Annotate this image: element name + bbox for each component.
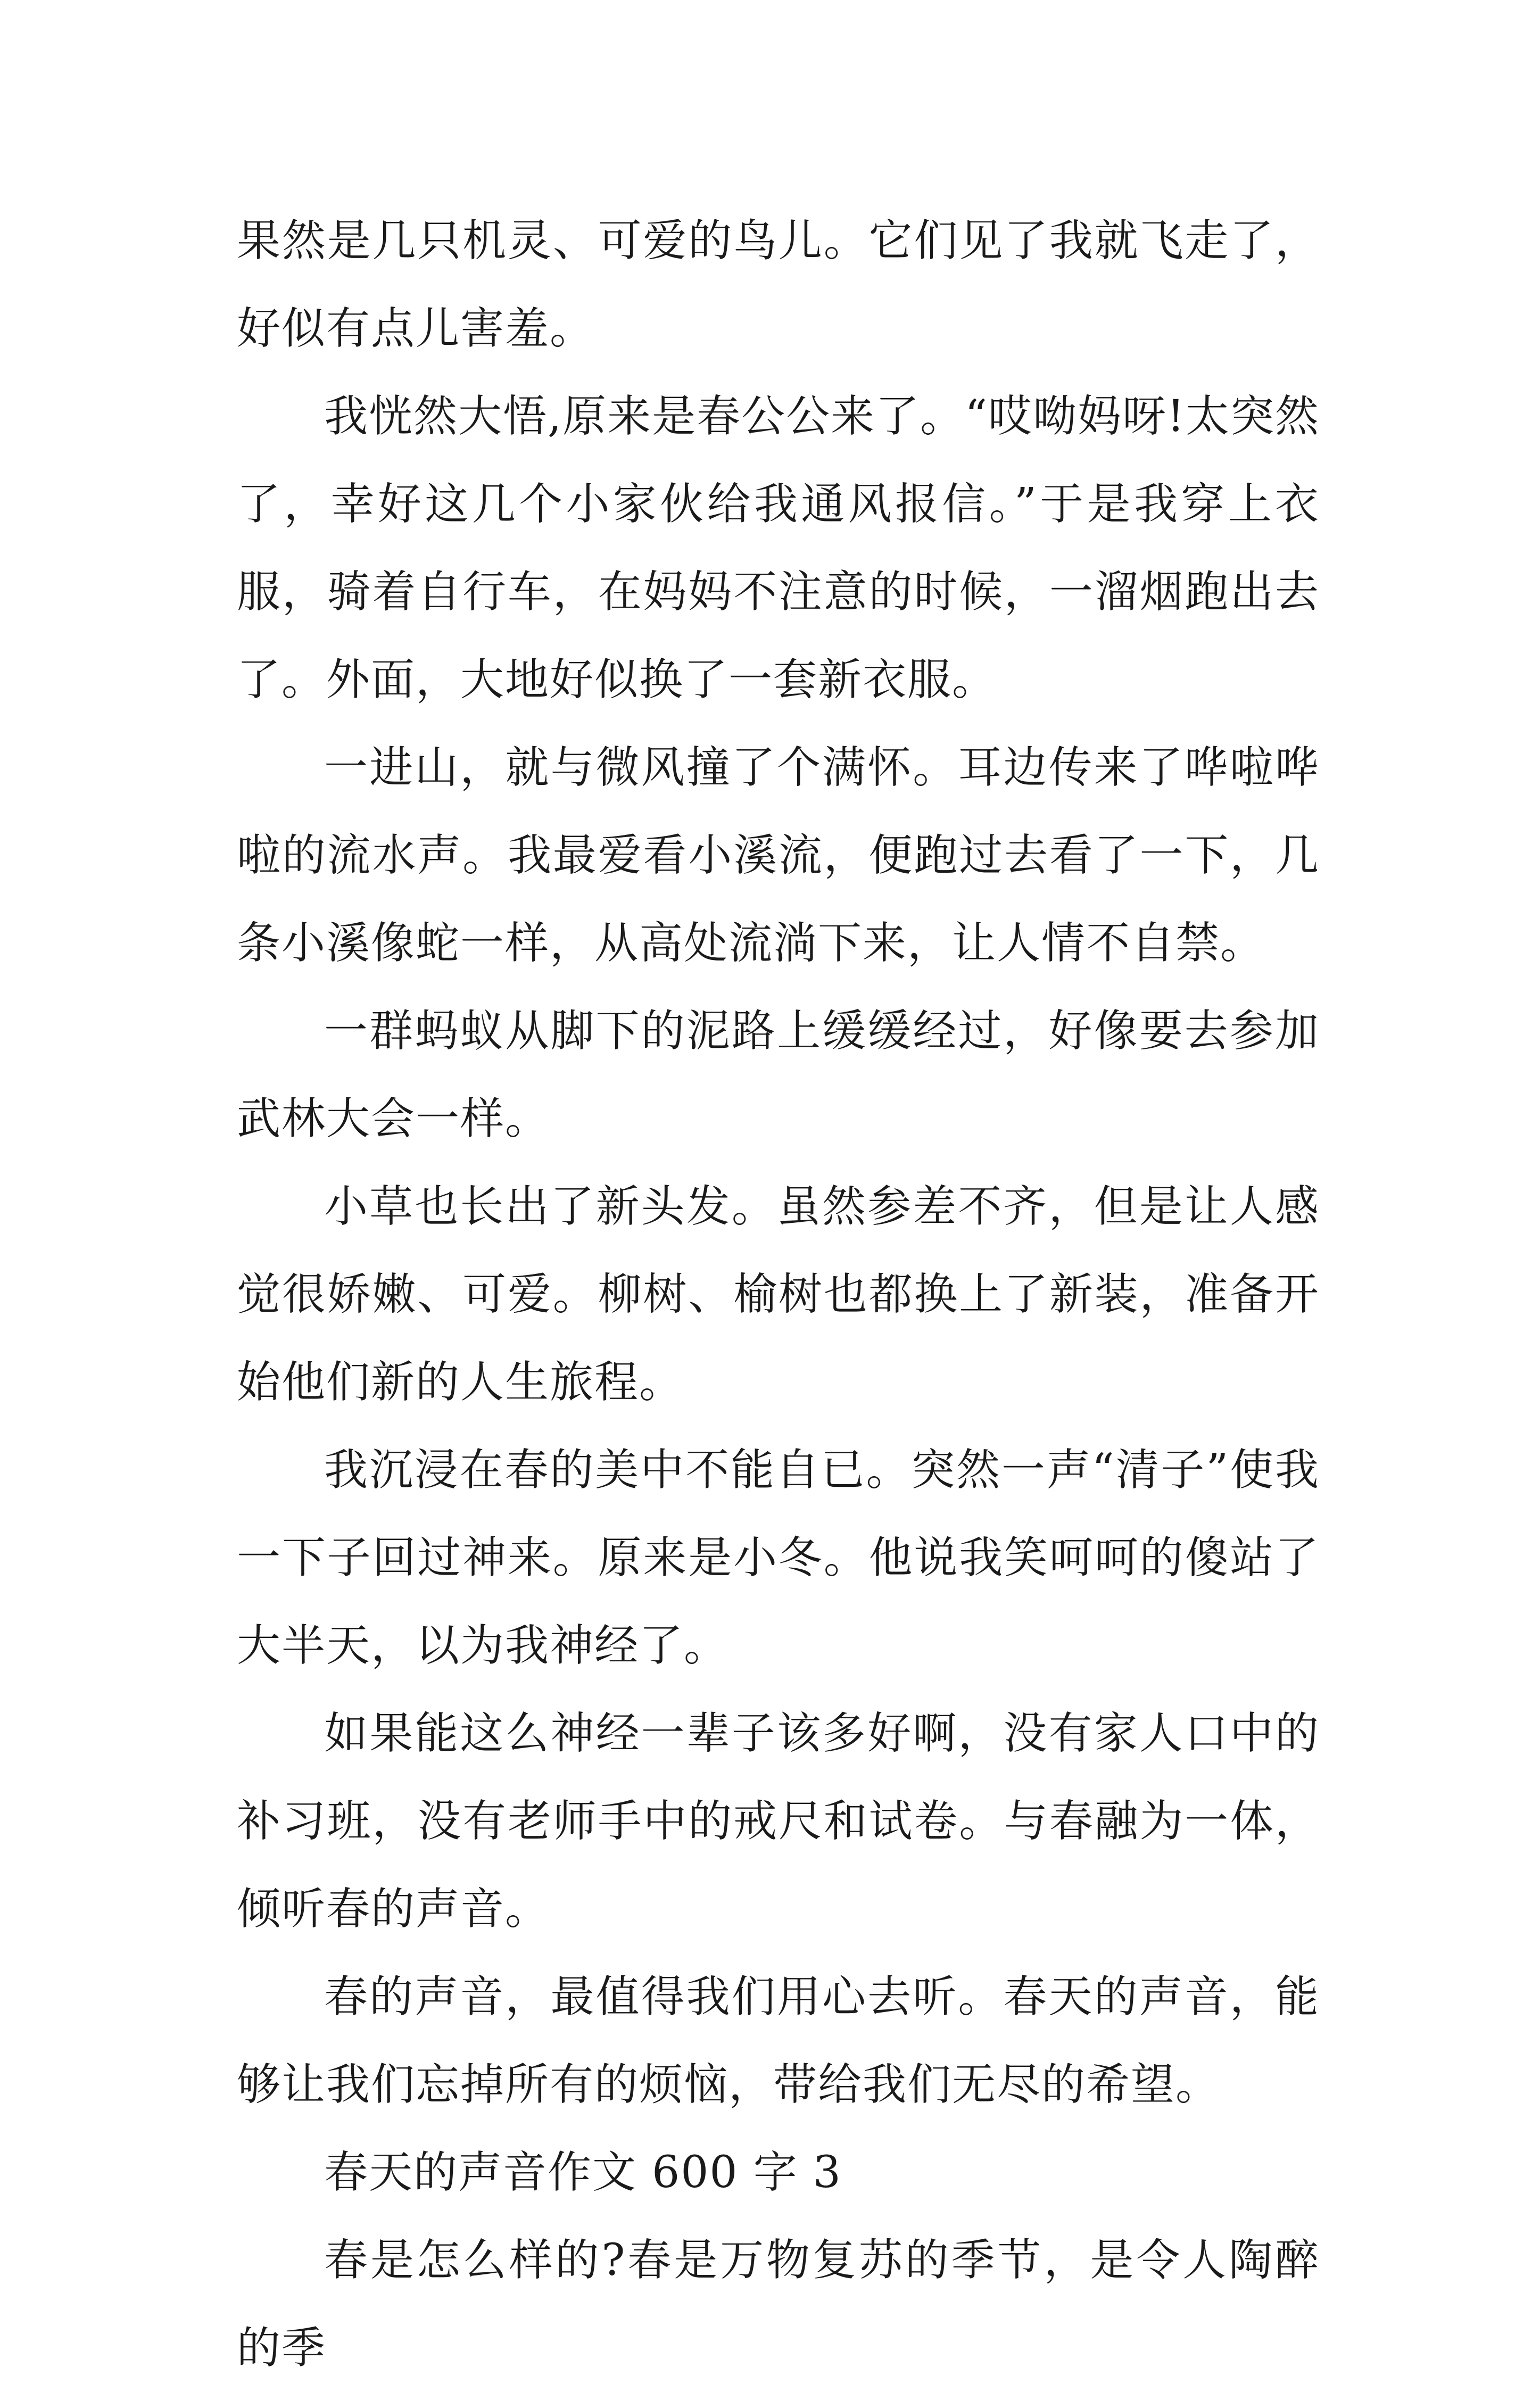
essay-heading: 春天的声音作文 600 字 3 (324, 2147, 842, 2198)
paragraph-3: 一进山，就与微风撞了个满怀。耳边传来了哗啦哗啦的流水声。我最爱看小溪流，便跑过去看了一下，几条小溪像蛇一样，从高处流淌下来，让人情不自禁。 (237, 742, 1320, 969)
paragraph-8: 春的声音，最值得我们用心去听。春天的声音，能够让我们忘掉所有的烦恼，带给我们无尽的希望。 (237, 1972, 1320, 2110)
paragraph-5: 小草也长出了新头发。虽然参差不齐，但是让人感觉很娇嫩、可爱。柳树、榆树也都换上了新装，准备开始他们新的人生旅程。 (237, 1181, 1320, 1408)
paragraph-1: 果然是几只机灵、可爱的鸟儿。它们见了我就飞走了，好似有点儿害羞。 (237, 216, 1320, 354)
document-page (237, 197, 1320, 2392)
paragraph-6: 我沉浸在春的美中不能自已。突然一声“清子”使我一下子回过神来。原来是小冬。他说我笑呵呵的傻站了大半天，以为我神经了。 (237, 1445, 1320, 1671)
paragraph-4: 一群蚂蚁从脚下的泥路上缓缓经过，好像要去参加武林大会一样。 (237, 1006, 1320, 1144)
paragraph-2: 我恍然大悟,原来是春公公来了。“哎呦妈呀!太突然了，幸好这几个小家伙给我通风报信。”于是我穿上衣服，骑着自行车，在妈妈不注意的时候，一溜烟跑出去了。外面，大地好似换了一套新衣服。 (237, 391, 1320, 705)
paragraph-9: 春是怎么样的?春是万物复苏的季节，是令人陶醉的季 (237, 2235, 1320, 2373)
paragraph-7: 如果能这么神经一辈子该多好啊，没有家人口中的补习班，没有老师手中的戒尺和试卷。与春融为一体，倾听春的声音。 (237, 1708, 1320, 1934)
